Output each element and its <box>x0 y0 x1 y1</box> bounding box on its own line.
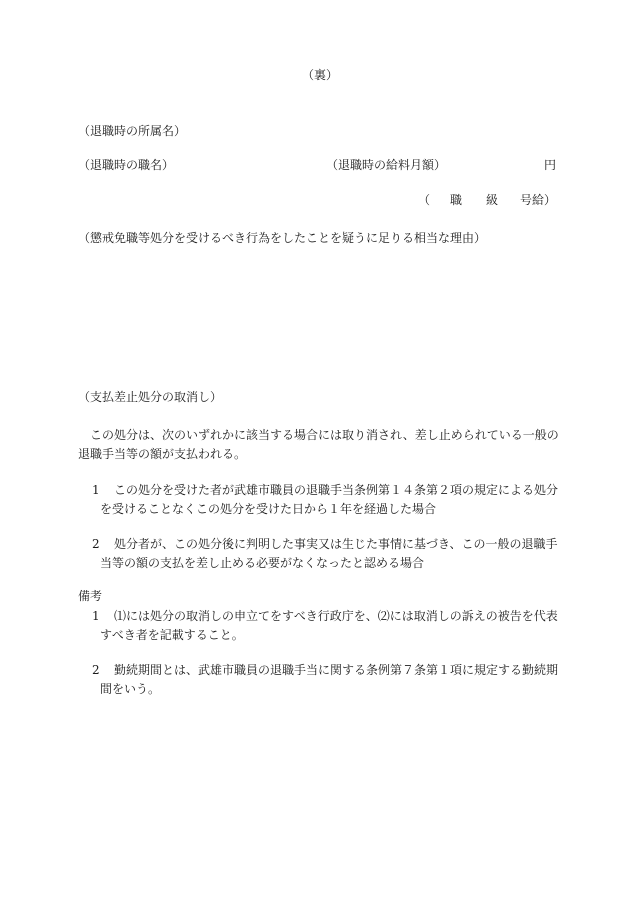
remarks-heading: 備考 <box>78 589 103 603</box>
cancellation-intro <box>78 426 558 464</box>
affiliation-label: （退職時の所属名） <box>78 124 187 138</box>
remarks-item-line2: 間をいう。 <box>100 682 161 696</box>
cancellation-item-line1: 処分者が、この処分後に判明した事実又は生じた事情に基づき、この一般の退職手 <box>114 537 558 551</box>
grade-open-paren: （ <box>418 193 431 207</box>
cancellation-heading: （支払差止処分の取消し） <box>78 390 223 404</box>
grade-kyu: 級 <box>486 193 499 207</box>
remarks-item-line1: ⑴には処分の取消しの申立てをすべき行政庁を、⑵には取消しの訴えの被告を代表 <box>114 609 558 623</box>
yen-unit: 円 <box>544 158 557 172</box>
remarks-item-line2: すべき者を記載すること。 <box>100 628 244 642</box>
remarks-item-number: 2 <box>92 663 100 677</box>
reason-label: （懲戒免職等処分を受けるべき行為をしたことを疑うに足りる相当な理由） <box>78 231 487 245</box>
cancellation-intro-line2: 退職手当等の額が支払われる。 <box>78 447 247 461</box>
cancellation-item-number: 1 <box>92 483 100 497</box>
cancellation-intro-line1: この処分は、次のいずれかに該当する場合には取り消され、差し止められている一般の <box>90 428 559 442</box>
remarks-item <box>92 661 562 701</box>
cancellation-item-line2: 当等の額の支払を差し止める必要がなくなったと認める場合 <box>100 556 425 570</box>
grade-gokyu: 号給） <box>520 193 557 207</box>
cancellation-item-number: 2 <box>92 537 100 551</box>
remarks-item-number: 1 <box>92 609 100 623</box>
page-title: （裏） <box>302 68 339 82</box>
cancellation-item-line1: この処分を受けた者が武雄市職員の退職手当条例第１４条第２項の規定による処分 <box>114 483 559 497</box>
remarks-item-line1: 勤続期間とは、武雄市職員の退職手当に関する条例第７条第１項に規定する勤続期 <box>114 663 559 677</box>
position-label: （退職時の職名） <box>78 158 175 172</box>
remarks-item <box>92 607 562 647</box>
cancellation-item <box>92 535 562 575</box>
salary-label: （退職時の給料月額） <box>326 158 447 172</box>
cancellation-item <box>92 481 562 521</box>
cancellation-item-line2: を受けることなくこの処分を受けた日から１年を経過した場合 <box>100 502 437 516</box>
grade-shoku: 職 <box>450 193 463 207</box>
